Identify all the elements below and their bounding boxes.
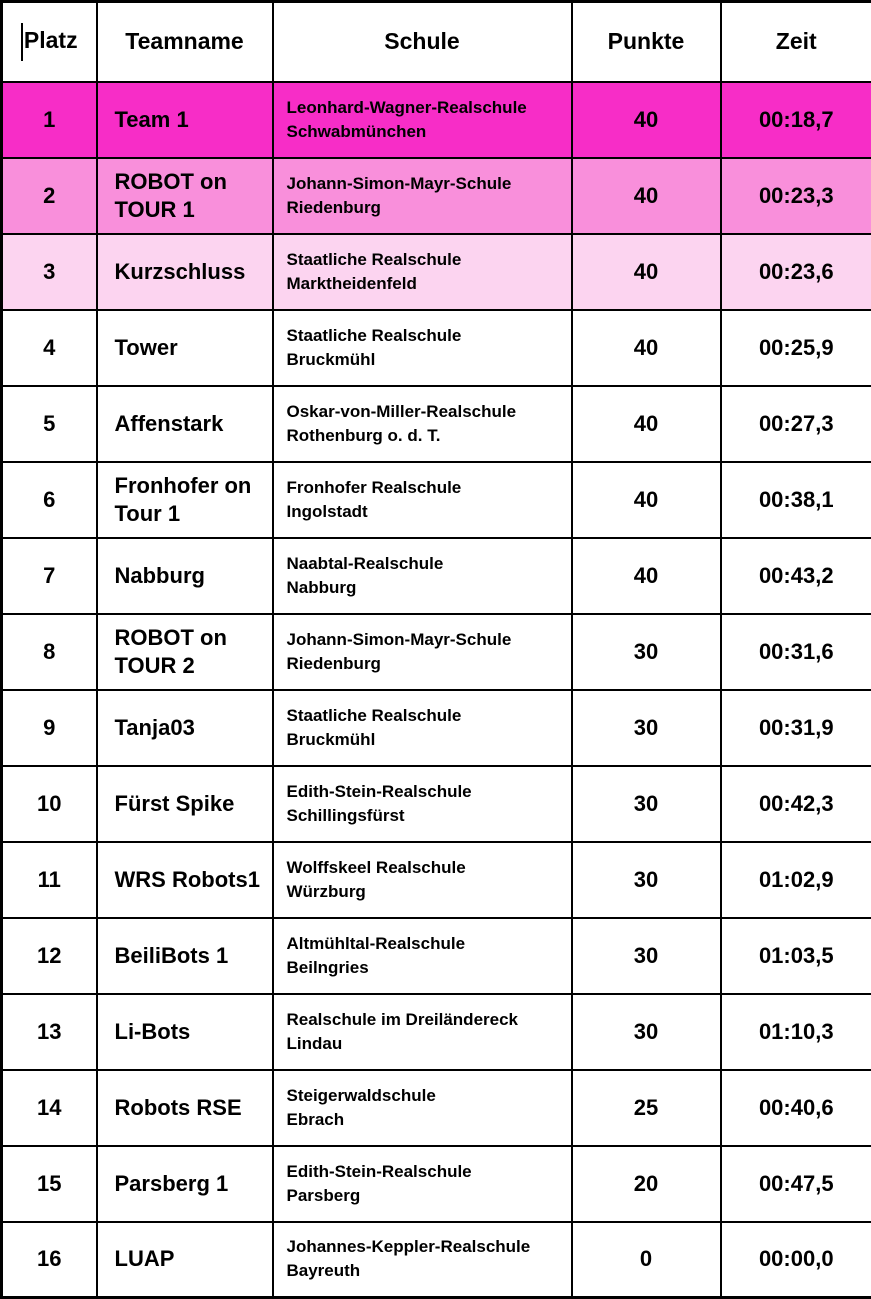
- punkte-cell: 30: [572, 766, 721, 842]
- schule-cell: [273, 842, 572, 918]
- schule-line1: Wolffskeel Realschule: [287, 856, 567, 880]
- teamname-cell: Fronhofer on Tour 1: [97, 462, 273, 538]
- table-row: [2, 1070, 871, 1146]
- platz-cell: 2: [2, 158, 97, 234]
- platz-cell: 3: [2, 234, 97, 310]
- table-row: [2, 994, 871, 1070]
- table-row: [2, 1146, 871, 1222]
- table-row: [2, 462, 871, 538]
- schule-cell: [273, 234, 572, 310]
- punkte-cell: 25: [572, 1070, 721, 1146]
- schule-cell: [273, 1070, 572, 1146]
- schule-cell: [273, 766, 572, 842]
- schule-line2: Nabburg: [287, 576, 567, 600]
- schule-line2: Bruckmühl: [287, 348, 567, 372]
- schule-line1: Johann-Simon-Mayr-Schule: [287, 628, 567, 652]
- table-row: [2, 538, 871, 614]
- table-row: [2, 158, 871, 234]
- zeit-cell: 00:40,6: [721, 1070, 871, 1146]
- teamname-cell: Kurzschluss: [97, 234, 273, 310]
- platz-cell: 5: [2, 386, 97, 462]
- teamname-cell: Nabburg: [97, 538, 273, 614]
- teamname-cell: Fürst Spike: [97, 766, 273, 842]
- punkte-cell: 0: [572, 1222, 721, 1298]
- schule-line2: Bayreuth: [287, 1259, 567, 1283]
- schule-cell: [273, 614, 572, 690]
- schule-line2: Riedenburg: [287, 196, 567, 220]
- zeit-cell: 00:23,6: [721, 234, 871, 310]
- zeit-cell: 00:31,9: [721, 690, 871, 766]
- punkte-cell: 40: [572, 234, 721, 310]
- results-table-body: [2, 82, 871, 1298]
- schule-line2: Beilngries: [287, 956, 567, 980]
- schule-line2: Schillingsfürst: [287, 804, 567, 828]
- punkte-cell: 40: [572, 386, 721, 462]
- table-row: [2, 690, 871, 766]
- header-teamname: [97, 2, 273, 82]
- zeit-cell: 01:03,5: [721, 918, 871, 994]
- schule-line1: Altmühltal-Realschule: [287, 932, 567, 956]
- schule-cell: [273, 918, 572, 994]
- teamname-cell: Tanja03: [97, 690, 273, 766]
- table-row: [2, 766, 871, 842]
- schule-line2: Rothenburg o. d. T.: [287, 424, 567, 448]
- zeit-cell: 01:10,3: [721, 994, 871, 1070]
- header-zeit-label: Zeit: [776, 28, 817, 54]
- punkte-cell: 30: [572, 690, 721, 766]
- schule-line1: Leonhard-Wagner-Realschule: [287, 96, 567, 120]
- schule-line2: Parsberg: [287, 1184, 567, 1208]
- platz-cell: 10: [2, 766, 97, 842]
- punkte-cell: 20: [572, 1146, 721, 1222]
- teamname-cell: Robots RSE: [97, 1070, 273, 1146]
- teamname-cell: Team 1: [97, 82, 273, 158]
- punkte-cell: 40: [572, 538, 721, 614]
- schule-line2: Schwabmünchen: [287, 120, 567, 144]
- schule-line2: Ebrach: [287, 1108, 567, 1132]
- teamname-cell: ROBOT on TOUR 1: [97, 158, 273, 234]
- schule-cell: [273, 462, 572, 538]
- punkte-cell: 40: [572, 462, 721, 538]
- schule-line2: Würzburg: [287, 880, 567, 904]
- platz-cell: 15: [2, 1146, 97, 1222]
- teamname-cell: BeiliBots 1: [97, 918, 273, 994]
- table-row: [2, 310, 871, 386]
- schule-cell: [273, 538, 572, 614]
- header-schule-label: Schule: [384, 28, 459, 54]
- schule-line1: Steigerwaldschule: [287, 1084, 567, 1108]
- zeit-cell: 00:38,1: [721, 462, 871, 538]
- teamname-cell: Tower: [97, 310, 273, 386]
- header-platz: [2, 2, 97, 82]
- platz-cell: 6: [2, 462, 97, 538]
- platz-cell: 9: [2, 690, 97, 766]
- schule-line1: Fronhofer Realschule: [287, 476, 567, 500]
- schule-line1: Staatliche Realschule: [287, 704, 567, 728]
- punkte-cell: 40: [572, 310, 721, 386]
- platz-cell: 16: [2, 1222, 97, 1298]
- zeit-cell: 00:23,3: [721, 158, 871, 234]
- schule-line1: Johann-Simon-Mayr-Schule: [287, 172, 567, 196]
- schule-cell: [273, 1146, 572, 1222]
- zeit-cell: 01:02,9: [721, 842, 871, 918]
- punkte-cell: 30: [572, 994, 721, 1070]
- schule-line1: Edith-Stein-Realschule: [287, 1160, 567, 1184]
- table-row: [2, 82, 871, 158]
- teamname-cell: Parsberg 1: [97, 1146, 273, 1222]
- schule-cell: [273, 82, 572, 158]
- zeit-cell: 00:18,7: [721, 82, 871, 158]
- header-row: [2, 2, 871, 82]
- table-row: [2, 386, 871, 462]
- schule-line1: Oskar-von-Miller-Realschule: [287, 400, 567, 424]
- schule-cell: [273, 386, 572, 462]
- header-punkte-label: Punkte: [608, 28, 685, 54]
- teamname-cell: WRS Robots1: [97, 842, 273, 918]
- table-row: [2, 614, 871, 690]
- header-zeit: [721, 2, 871, 82]
- schule-line1: Staatliche Realschule: [287, 248, 567, 272]
- platz-cell: 12: [2, 918, 97, 994]
- table-row: [2, 918, 871, 994]
- zeit-cell: 00:31,6: [721, 614, 871, 690]
- table-row: [2, 842, 871, 918]
- schule-line2: Ingolstadt: [287, 500, 567, 524]
- platz-cell: 1: [2, 82, 97, 158]
- schule-cell: [273, 994, 572, 1070]
- zeit-cell: 00:47,5: [721, 1146, 871, 1222]
- platz-cell: 8: [2, 614, 97, 690]
- punkte-cell: 30: [572, 614, 721, 690]
- table-row: [2, 1222, 871, 1298]
- schule-line2: Lindau: [287, 1032, 567, 1056]
- schule-line1: Naabtal-Realschule: [287, 552, 567, 576]
- zeit-cell: 00:27,3: [721, 386, 871, 462]
- zeit-cell: 00:42,3: [721, 766, 871, 842]
- teamname-cell: ROBOT on TOUR 2: [97, 614, 273, 690]
- zeit-cell: 00:25,9: [721, 310, 871, 386]
- header-teamname-label: Teamname: [125, 28, 243, 54]
- header-platz-label: Platz: [24, 27, 78, 53]
- schule-cell: [273, 158, 572, 234]
- teamname-cell: LUAP: [97, 1222, 273, 1298]
- punkte-cell: 40: [572, 158, 721, 234]
- header-schule: [273, 2, 572, 82]
- teamname-cell: Affenstark: [97, 386, 273, 462]
- schule-line1: Realschule im Dreiländereck: [287, 1008, 567, 1032]
- zeit-cell: 00:00,0: [721, 1222, 871, 1298]
- schule-cell: [273, 690, 572, 766]
- platz-cell: 11: [2, 842, 97, 918]
- schule-line1: Johannes-Keppler-Realschule: [287, 1235, 567, 1259]
- schule-line1: Staatliche Realschule: [287, 324, 567, 348]
- platz-cell: 7: [2, 538, 97, 614]
- schule-line2: Riedenburg: [287, 652, 567, 676]
- schule-line2: Bruckmühl: [287, 728, 567, 752]
- table-row: [2, 234, 871, 310]
- table-header: [2, 2, 871, 82]
- teamname-cell: Li-Bots: [97, 994, 273, 1070]
- text-cursor: [21, 23, 23, 61]
- punkte-cell: 40: [572, 82, 721, 158]
- punkte-cell: 30: [572, 918, 721, 994]
- schule-line1: Edith-Stein-Realschule: [287, 780, 567, 804]
- punkte-cell: 30: [572, 842, 721, 918]
- platz-cell: 4: [2, 310, 97, 386]
- header-punkte: [572, 2, 721, 82]
- schule-cell: [273, 1222, 572, 1298]
- zeit-cell: 00:43,2: [721, 538, 871, 614]
- platz-cell: 13: [2, 994, 97, 1070]
- platz-cell: 14: [2, 1070, 97, 1146]
- schule-cell: [273, 310, 572, 386]
- schule-line2: Marktheidenfeld: [287, 272, 567, 296]
